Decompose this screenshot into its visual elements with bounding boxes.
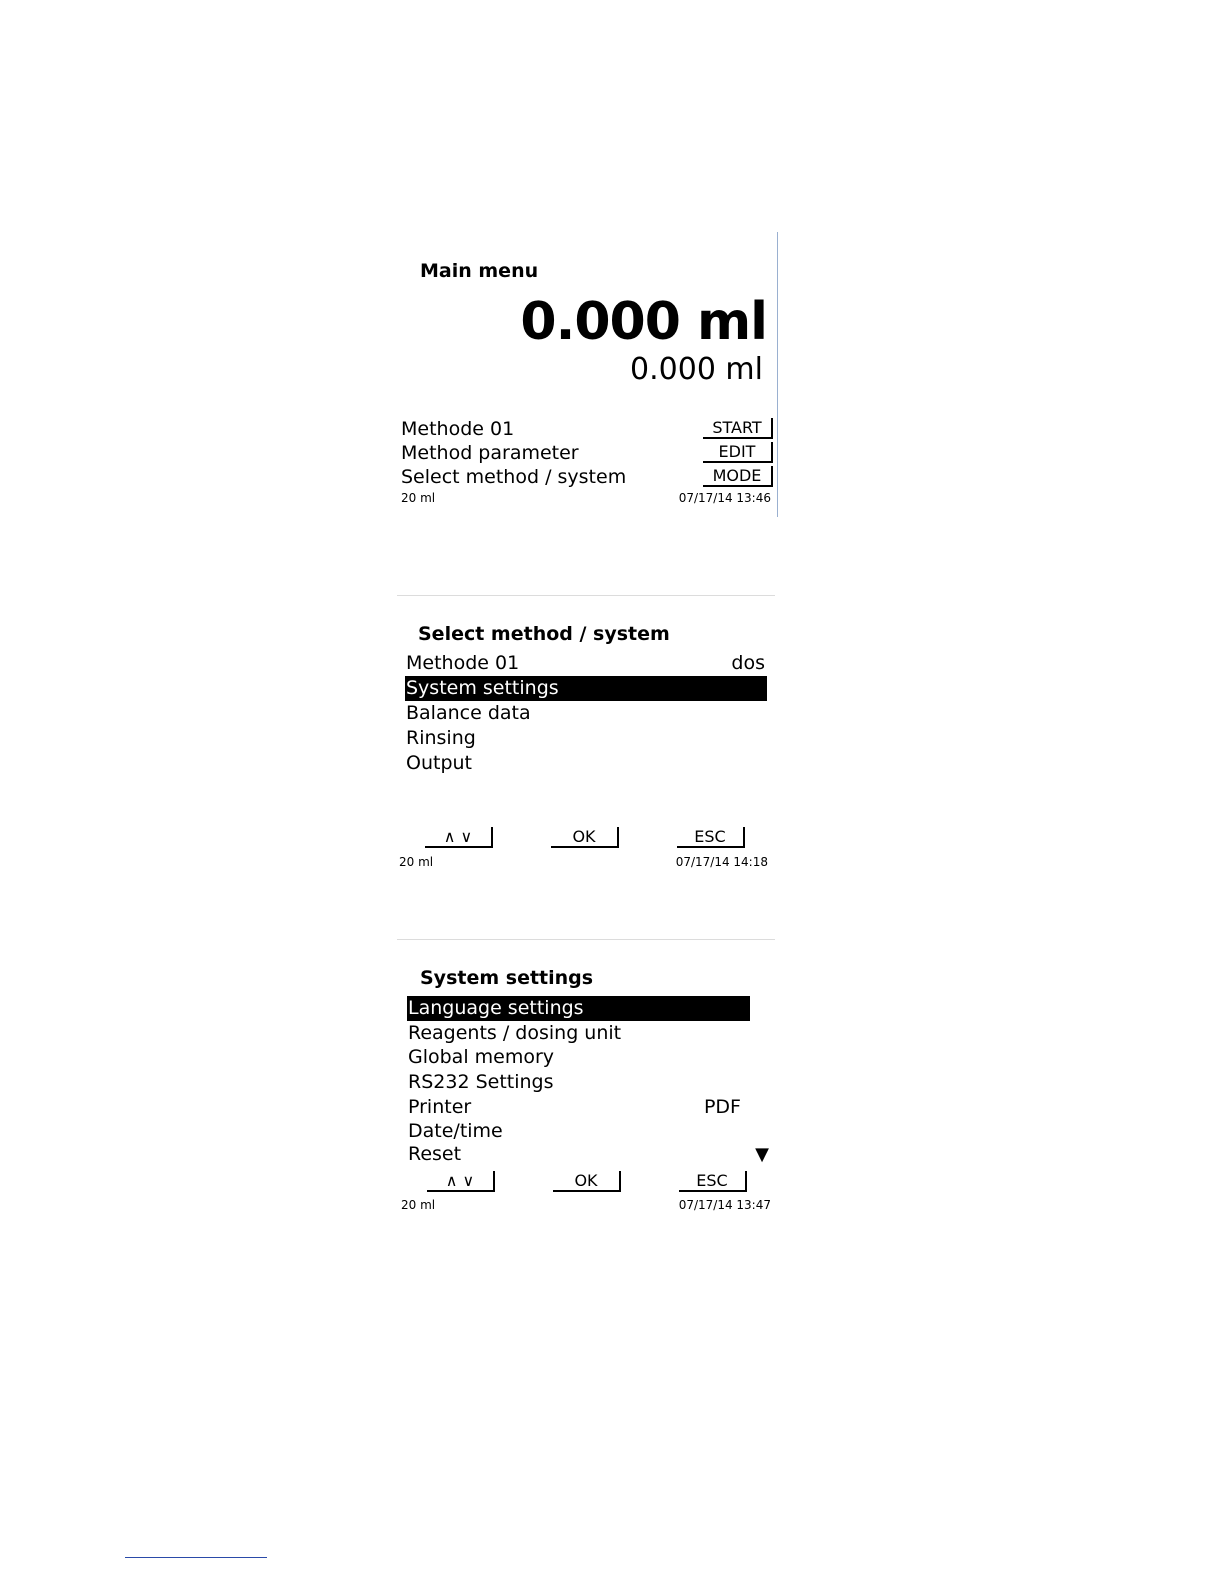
main-menu-screen xyxy=(397,232,775,517)
status-datetime: 07/17/14 14:18 xyxy=(675,855,768,869)
start-button[interactable]: START xyxy=(703,418,773,439)
main-menu-item-method-parameter[interactable]: Method parameter xyxy=(401,442,579,464)
list-item[interactable]: RS232 Settings xyxy=(408,1071,554,1093)
volume-large: 0.000 ml xyxy=(520,292,767,352)
main-menu-title: Main menu xyxy=(420,260,539,282)
footnote-rule xyxy=(125,1557,267,1558)
list-item[interactable]: Date/time xyxy=(408,1120,503,1142)
status-datetime: 07/17/14 13:46 xyxy=(678,491,771,505)
status-volume: 20 ml xyxy=(399,855,434,869)
select-method-title: Select method / system xyxy=(418,623,670,645)
system-settings-screen xyxy=(397,960,775,1220)
list-item-value: PDF xyxy=(703,1096,741,1118)
separator xyxy=(397,939,775,940)
list-item[interactable]: Methode 01 xyxy=(406,652,520,674)
list-item[interactable]: Reset xyxy=(408,1143,462,1165)
select-method-screen xyxy=(397,615,775,875)
main-menu-item-methode[interactable]: Methode 01 xyxy=(401,418,515,440)
edit-button[interactable]: EDIT xyxy=(703,442,773,463)
status-volume: 20 ml xyxy=(401,1198,436,1212)
main-menu-item-select-method[interactable]: Select method / system xyxy=(401,466,627,488)
ok-button[interactable]: OK xyxy=(553,1171,621,1192)
mode-button[interactable]: MODE xyxy=(703,466,773,487)
esc-button[interactable]: ESC xyxy=(677,827,745,848)
separator xyxy=(397,595,775,596)
status-volume: 20 ml xyxy=(401,491,436,505)
ok-button[interactable]: OK xyxy=(551,827,619,848)
nav-up-down-button[interactable]: ∧ ∨ xyxy=(425,827,493,848)
list-item[interactable]: Printer xyxy=(408,1096,472,1118)
list-item[interactable]: Rinsing xyxy=(406,727,476,749)
screen-edge-line xyxy=(777,232,778,517)
list-item[interactable]: Balance data xyxy=(406,702,531,724)
volume-small: 0.000 ml xyxy=(630,352,763,387)
status-datetime: 07/17/14 13:47 xyxy=(678,1198,771,1212)
list-item-selected[interactable]: Language settings xyxy=(407,996,750,1021)
list-item[interactable]: Output xyxy=(406,752,472,774)
system-settings-title: System settings xyxy=(420,967,594,989)
list-item[interactable]: Reagents / dosing unit xyxy=(408,1022,622,1044)
scroll-down-icon[interactable]: ▼ xyxy=(755,1144,769,1165)
list-item-value: dos xyxy=(731,652,765,674)
nav-up-down-button[interactable]: ∧ ∨ xyxy=(427,1171,495,1192)
list-item[interactable]: Global memory xyxy=(408,1046,555,1068)
esc-button[interactable]: ESC xyxy=(679,1171,747,1192)
list-item-selected[interactable]: System settings xyxy=(405,676,767,701)
